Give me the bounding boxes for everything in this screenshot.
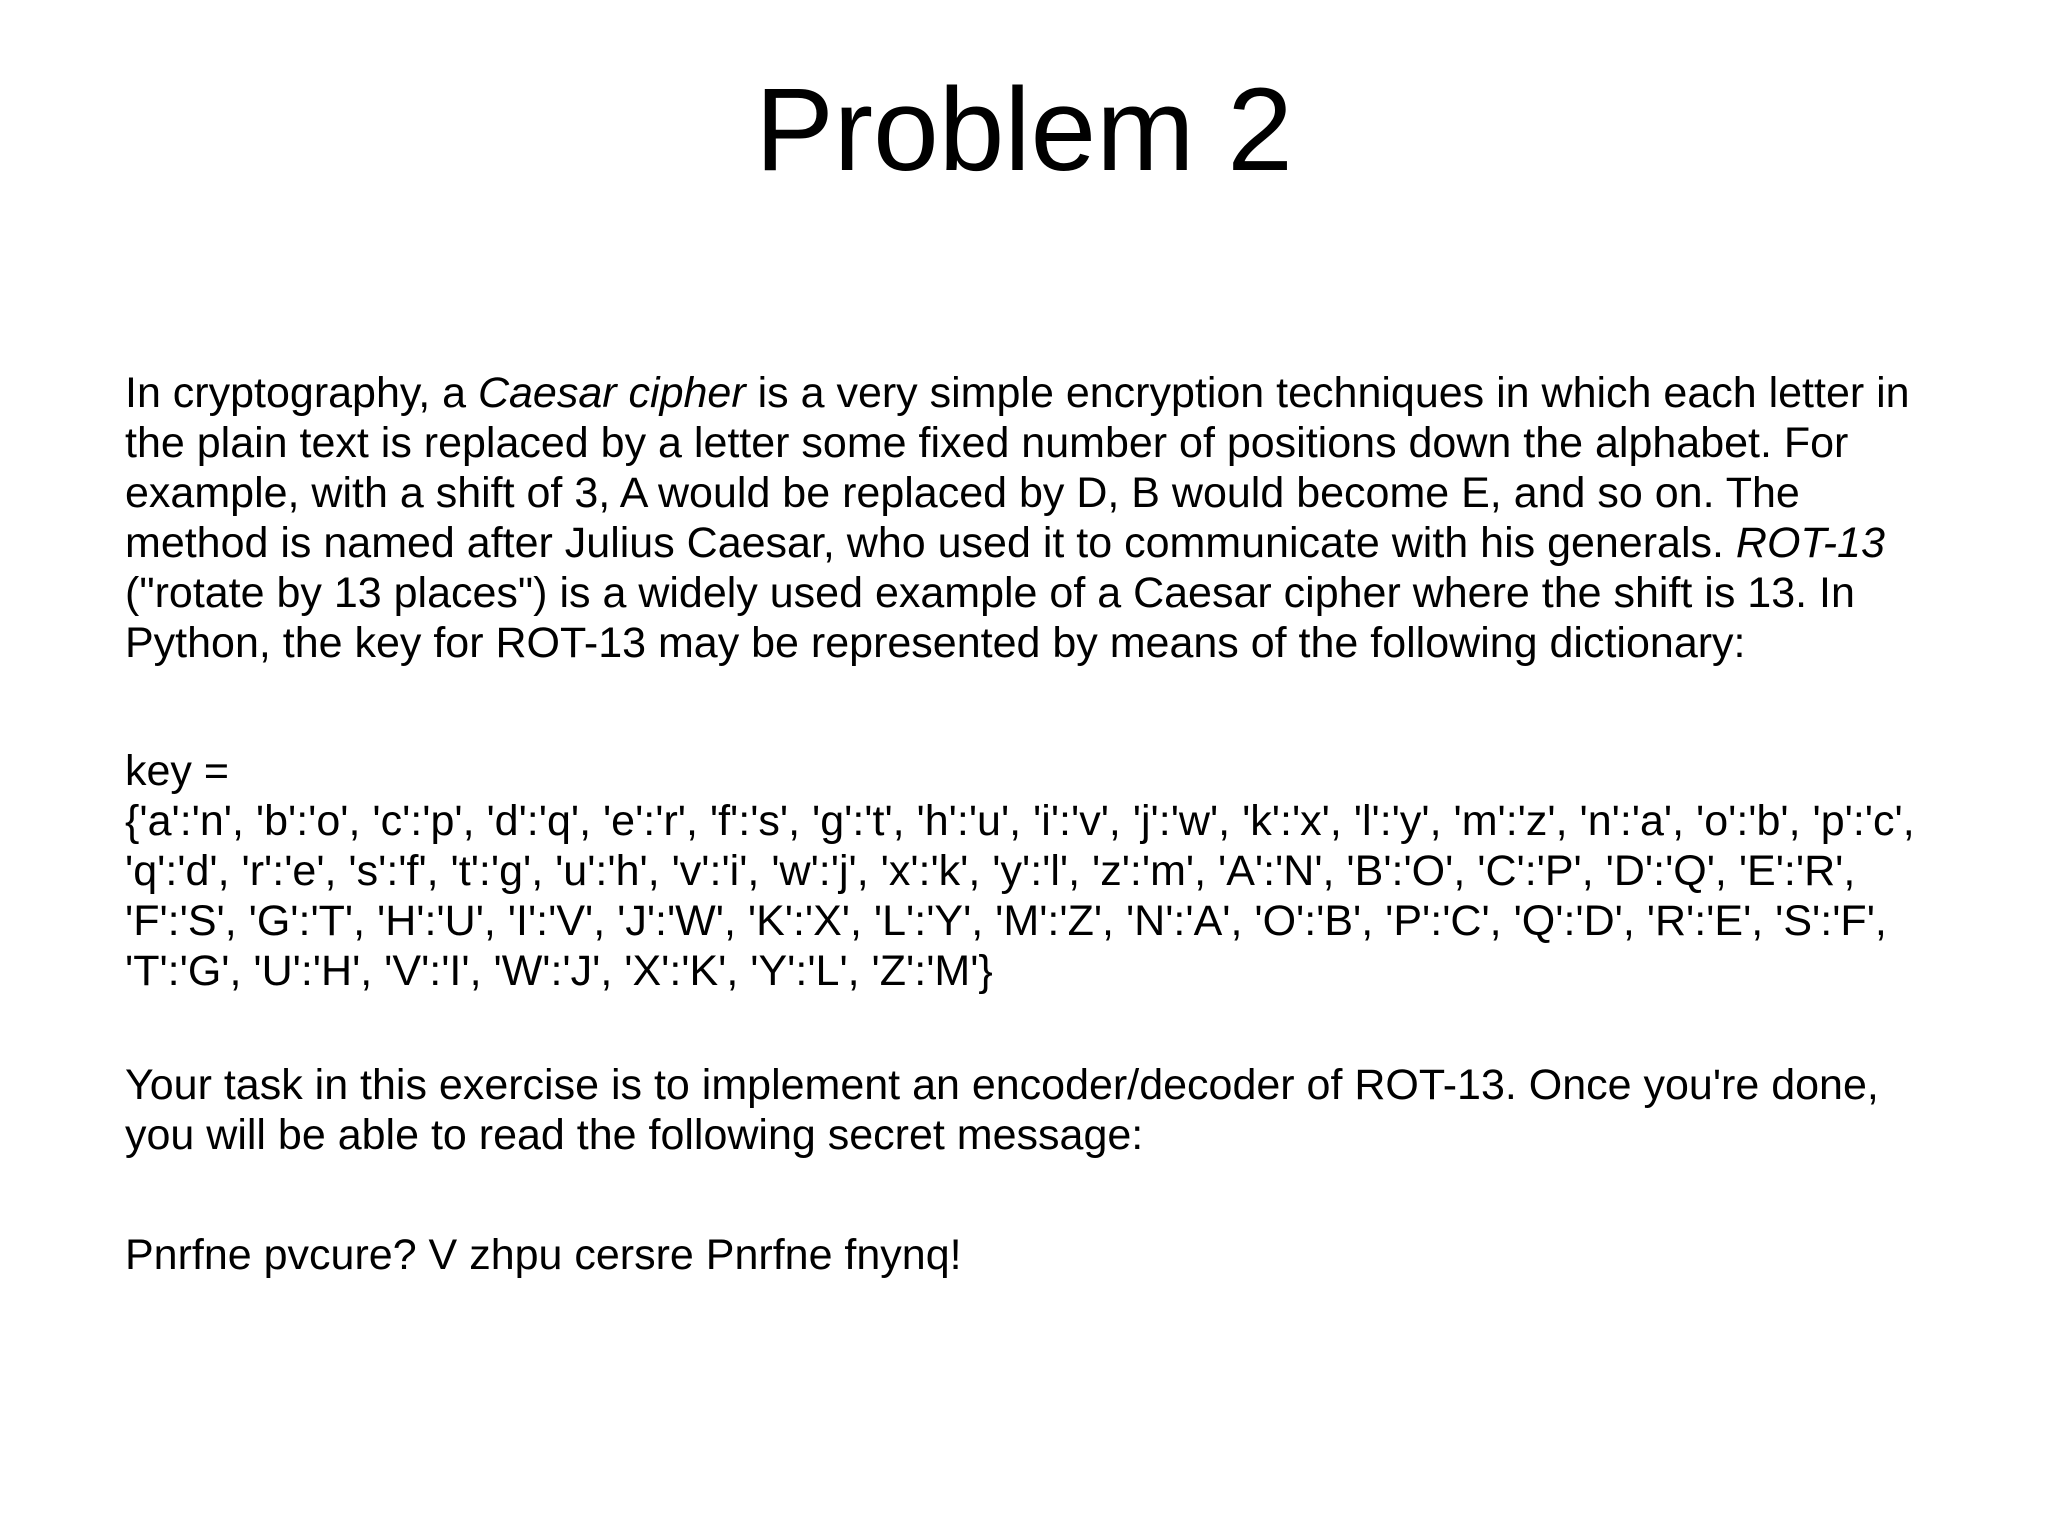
- spacer: [125, 996, 1955, 1060]
- key-dictionary: {'a':'n', 'b':'o', 'c':'p', 'd':'q', 'e':'r', 'f':'s', 'g':'t', 'h':'u', 'i':'v', 'j':'w', 'k':'x', 'l':'y', 'm':'z', 'n':'a', 'o':'b', 'p':'c', 'q':'d', 'r':'e', 's':'f', 't':'g', 'u':'h', 'v':'i', 'w':'j', 'x':'k', 'y':'l', 'z':'m', 'A':'N', 'B':'O', 'C':'P', 'D':'Q', 'E':'R', 'F':'S', 'G':'T', 'H':'U', 'I':'V', 'J':'W', 'K':'X', 'L':'Y', 'M':'Z', 'N':'A', 'O':'B', 'P':'C', 'Q':'D', 'R':'E', 'S':'F', 'T':'G', 'U':'H', 'V':'I', 'W':'J', 'X':'K', 'Y':'L', 'Z':'M'}: [125, 797, 1915, 995]
- spacer: [125, 668, 1955, 746]
- key-label: key =: [125, 747, 229, 795]
- secret-message: Pnrfne pvcure? V zhpu cersre Pnrfne fnynq!: [125, 1231, 962, 1279]
- slide-title: Problem 2: [755, 64, 1293, 196]
- caesar-cipher-term: Caesar cipher: [477, 369, 746, 417]
- intro-text-2: is a very simple encryption techniques in which each letter in the plain text is replaced by a letter some fixed number of positions down the alphabet. For example, with a shift of 3, A would be replaced by D, B would become E, and so on. The method is named after Julius Caesar, who used it to communicate with his generals.: [125, 369, 1910, 567]
- intro-text-3: ("rotate by 13 places") is a widely used example of a Caesar cipher where the shift is 13. In Python, the key for ROT-13 may be represented by means of the following dictionary:: [125, 569, 1855, 667]
- rot13-term: ROT-13: [1735, 519, 1885, 567]
- task-paragraph: Your task in this exercise is to implement an encoder/decoder of ROT-13. Once you're done, you will be able to read the following secret message:: [125, 1061, 1879, 1159]
- spacer: [125, 1160, 1955, 1230]
- intro-paragraph: [125, 368, 1955, 668]
- intro-text-1: In cryptography, a: [125, 369, 478, 417]
- slide-body: [125, 368, 1955, 1280]
